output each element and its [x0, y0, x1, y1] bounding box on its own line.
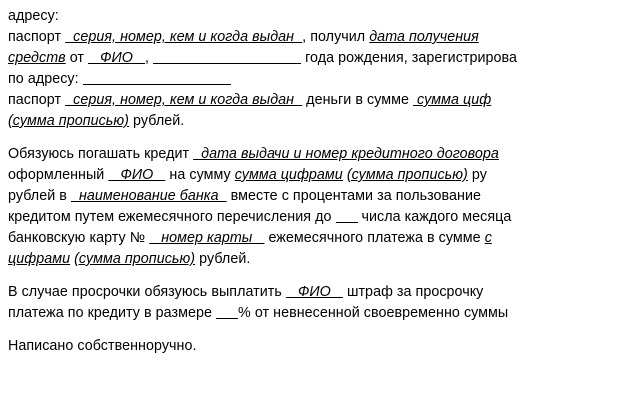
document-line: [8, 90, 638, 111]
body-text: по адресу:: [8, 71, 83, 87]
placeholder-field[interactable]: ФИО: [88, 50, 146, 66]
document-line: [8, 336, 638, 357]
document-line: [8, 144, 638, 165]
body-text: штраф за просрочку: [342, 284, 484, 300]
body-text: ежемесячного платежа в сумме: [264, 230, 485, 246]
body-text: , получил: [302, 29, 370, 45]
placeholder-field[interactable]: средств: [8, 50, 66, 66]
body-text: % от невнесенной своевременно суммы: [238, 305, 509, 321]
placeholder-field[interactable]: (сумма прописью): [74, 251, 196, 267]
document-line: [8, 6, 638, 27]
body-text: числа каждого месяца: [357, 209, 512, 225]
body-text: на сумму: [165, 167, 235, 183]
placeholder-field[interactable]: цифрами: [8, 251, 71, 267]
body-text: банковскую карту №: [8, 230, 150, 246]
body-text: рублей.: [129, 113, 185, 129]
paragraph-gap: [8, 270, 638, 282]
placeholder-field[interactable]: серия, номер, кем и когда выдан: [65, 92, 303, 108]
placeholder-field[interactable]: с: [484, 230, 492, 246]
body-text: рублей в: [8, 188, 71, 204]
document-line: [8, 27, 638, 48]
body-text: оформленный: [8, 167, 109, 183]
paragraph-gap: [8, 132, 638, 144]
blank-underline[interactable]: [336, 209, 358, 223]
body-text: от: [65, 50, 89, 66]
document-body: [8, 6, 638, 357]
placeholder-field[interactable]: номер карты: [149, 230, 265, 246]
body-text: кредитом путем ежемесячного перечисления до: [8, 209, 336, 225]
document-line: [8, 249, 638, 270]
blank-underline[interactable]: [153, 50, 301, 64]
placeholder-field[interactable]: дата выдачи и номер кредитного договора: [193, 146, 499, 162]
placeholder-field[interactable]: (сумма прописью): [8, 113, 129, 129]
document-line: [8, 228, 638, 249]
document-line: [8, 165, 638, 186]
body-text: Написано собственноручно.: [8, 338, 197, 354]
document-line: [8, 303, 638, 324]
placeholder-field[interactable]: (сумма прописью): [346, 167, 468, 183]
body-text: ру: [467, 167, 487, 183]
body-text: В случае просрочки обязуюсь выплатить: [8, 284, 286, 300]
document-line: [8, 186, 638, 207]
document-line: [8, 69, 638, 90]
document-line: [8, 48, 638, 69]
placeholder-field[interactable]: ФИО: [285, 284, 343, 300]
body-text: платежа по кредиту в размере: [8, 305, 217, 321]
body-text: адресу:: [8, 8, 59, 24]
body-text: паспорт: [8, 92, 66, 108]
placeholder-field[interactable]: сумма цифрами: [234, 167, 343, 183]
blank-underline[interactable]: [83, 71, 231, 85]
placeholder-field[interactable]: ФИО: [108, 167, 166, 183]
placeholder-field[interactable]: наименование банка: [70, 188, 227, 204]
body-text: Обязуюсь погашать кредит: [8, 146, 194, 162]
document-line: [8, 207, 638, 228]
blank-underline[interactable]: [216, 305, 238, 319]
placeholder-field[interactable]: сумма циф: [413, 92, 492, 108]
body-text: деньги в сумме: [302, 92, 414, 108]
body-text: года рождения, зарегистрирова: [301, 50, 518, 66]
document-line: [8, 282, 638, 303]
placeholder-field[interactable]: серия, номер, кем и когда выдан: [65, 29, 303, 45]
document-line: [8, 111, 638, 132]
paragraph-gap: [8, 324, 638, 336]
body-text: паспорт: [8, 29, 66, 45]
placeholder-field[interactable]: дата получения: [369, 29, 479, 45]
body-text: вместе с процентами за пользование: [226, 188, 482, 204]
body-text: рублей.: [195, 251, 251, 267]
body-text: ,: [145, 50, 154, 66]
